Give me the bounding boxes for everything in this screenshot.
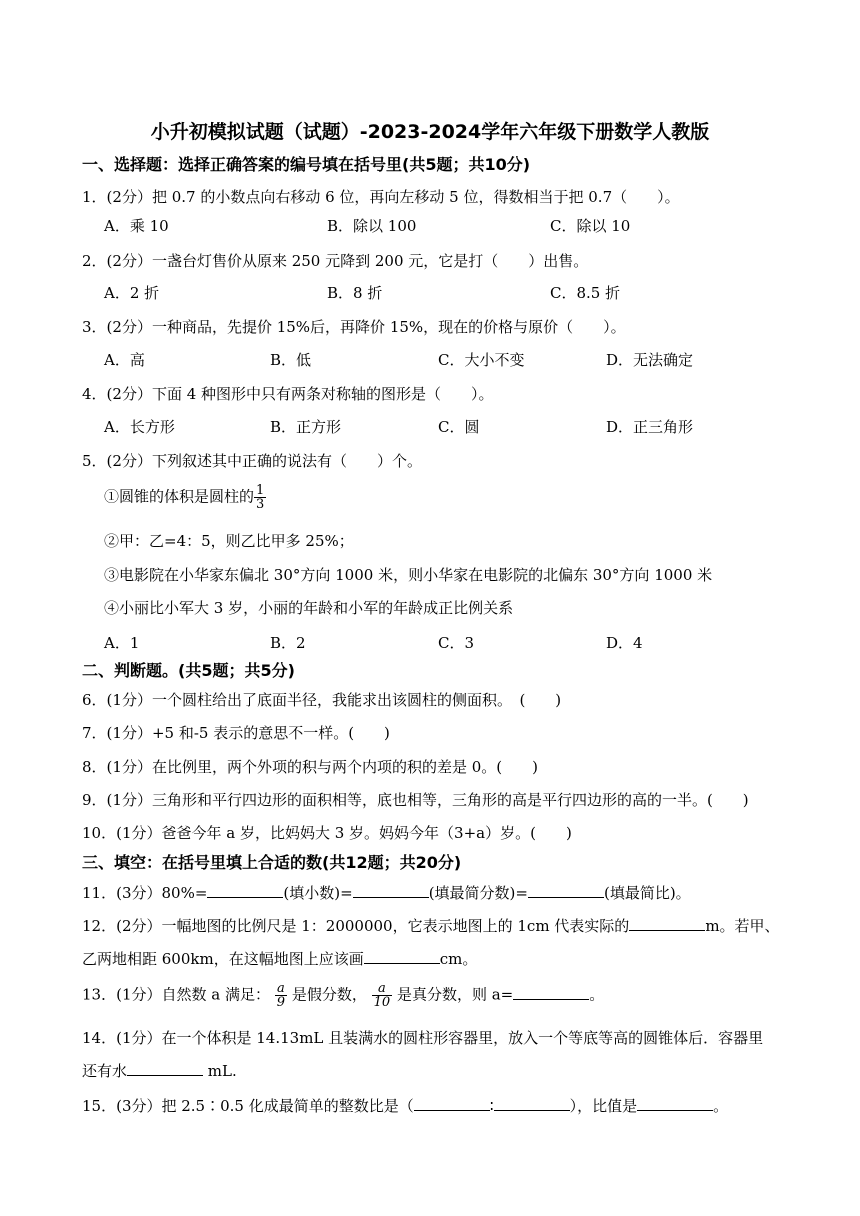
q2-option-a: A．2 折 xyxy=(104,284,160,302)
q3-option-d: D．无法确定 xyxy=(606,351,694,369)
answer-blank[interactable] xyxy=(528,882,604,898)
q5-statement-2: ②甲：乙=4：5，则乙比甲多 25%； xyxy=(104,532,354,550)
question-4: 4．(2分）下面 4 种图形中只有两条对称轴的图形是（ ）。 xyxy=(82,385,494,403)
question-8: 8．(1分）在比例里，两个外项的积与两个内项的积的差是 0。( ) xyxy=(82,758,538,776)
fraction-a-over-9: $\frac{a}{9}$ xyxy=(276,981,286,1010)
answer-blank[interactable] xyxy=(127,1060,203,1076)
question-7: 7．(1分）+5 和-5 表示的意思不一样。( ) xyxy=(82,724,390,742)
q4-option-b: B．正方形 xyxy=(270,418,342,436)
q5-option-c: C．3 xyxy=(438,634,475,652)
q5-statement-4: ④小丽比小军大 3 岁，小丽的年龄和小军的年龄成正比例关系 xyxy=(104,599,514,617)
q2-option-b: B．8 折 xyxy=(327,284,383,302)
section-heading-judgement: 二、判断题。(共5题；共5分) xyxy=(82,661,295,680)
answer-blank[interactable] xyxy=(494,1095,570,1111)
section-heading-choice: 一、选择题：选择正确答案的编号填在括号里(共5题；共10分) xyxy=(82,155,531,174)
question-12: 12．(2分）一幅地图的比例尺是 1：2000000，它表示地图上的 1cm 代表实际的 m。若甲、 xyxy=(82,917,780,935)
fraction-one-third: $\frac{1}{3}$ xyxy=(256,483,265,512)
answer-blank[interactable] xyxy=(414,1095,490,1111)
q2-option-c: C．8.5 折 xyxy=(550,284,621,302)
question-9: 9．(1分）三角形和平行四边形的面积相等，底也相等，三角形的高是平行四边形的高的一半。( ) xyxy=(82,791,749,809)
answer-blank[interactable] xyxy=(364,948,440,964)
q5-statement-3: ③电影院在小华家东偏北 30°方向 1000 米，则小华家在电影院的北偏东 30°方向 1000 米 xyxy=(104,566,713,584)
q4-option-a: A．长方形 xyxy=(104,418,175,436)
question-12-continued: 乙两地相距 600km，在这幅地图上应该画 cm。 xyxy=(82,950,478,968)
question-14-continued: 还有水 mL. xyxy=(82,1062,237,1080)
q3-option-b: B．低 xyxy=(270,351,312,369)
q1-option-c: C．除以 10 xyxy=(550,217,631,235)
q5-option-d: D．4 xyxy=(606,634,643,652)
page-title: 小升初模拟试题（试题）-2023-2024学年六年级下册数学人教版 xyxy=(150,121,710,143)
question-11: 11．(3分）80%= (填小数)= (填最简分数)= (填最简比)。 xyxy=(82,884,691,902)
q3-option-c: C．大小不变 xyxy=(438,351,525,369)
q4-option-c: C．圆 xyxy=(438,418,480,436)
q5-option-a: A．1 xyxy=(104,634,140,652)
question-2: 2．(2分）一盏台灯售价从原来 250 元降到 200 元，它是打（ ）出售。 xyxy=(82,252,589,270)
q5-statement-1: ①圆锥的体积是圆柱的 $\frac{1}{3}$ xyxy=(104,483,265,512)
question-5: 5．(2分）下列叙述其中正确的说法有（ ）个。 xyxy=(82,452,422,470)
q1-option-a: A．乘 10 xyxy=(104,217,169,235)
fraction-a-over-10: $\frac{a}{10}$ xyxy=(373,981,391,1010)
question-15: 15．(3分）把 2.5∶0.5 化成最简单的整数比是（ ∶ ），比值是 。 xyxy=(82,1097,729,1115)
q4-option-d: D．正三角形 xyxy=(606,418,694,436)
answer-blank[interactable] xyxy=(513,984,589,1000)
question-13: 13．(1分）自然数 a 满足： $\frac{a}{9}$ 是假分数， $\frac{a}{10}$ 是真分数，则 a= 。 xyxy=(82,981,605,1010)
question-10: 10．(1分）爸爸今年 a 岁，比妈妈大 3 岁。妈妈今年（3+a）岁。( ) xyxy=(82,824,572,842)
question-14: 14．(1分）在一个体积是 14.13mL 且装满水的圆柱形容器里，放入一个等底等高的圆锥体后．容器里 xyxy=(82,1029,764,1047)
section-heading-fill-in: 三、填空：在括号里填上合适的数(共12题；共20分) xyxy=(82,853,462,872)
q3-option-a: A．高 xyxy=(104,351,145,369)
question-6: 6．(1分）一个圆柱给出了底面半径，我能求出该圆柱的侧面积。 ( ) xyxy=(82,691,562,709)
question-3: 3．(2分）一种商品，先提价 15%后，再降价 15%，现在的价格与原价（ ）。 xyxy=(82,318,626,336)
question-1: 1．(2分）把 0.7 的小数点向右移动 6 位，再向左移动 5 位，得数相当于把 0.7（ ）。 xyxy=(82,188,680,206)
answer-blank[interactable] xyxy=(353,882,429,898)
answer-blank[interactable] xyxy=(207,882,283,898)
q5-option-b: B．2 xyxy=(270,634,306,652)
answer-blank[interactable] xyxy=(629,915,705,931)
q1-option-b: B．除以 100 xyxy=(327,217,417,235)
answer-blank[interactable] xyxy=(637,1095,713,1111)
